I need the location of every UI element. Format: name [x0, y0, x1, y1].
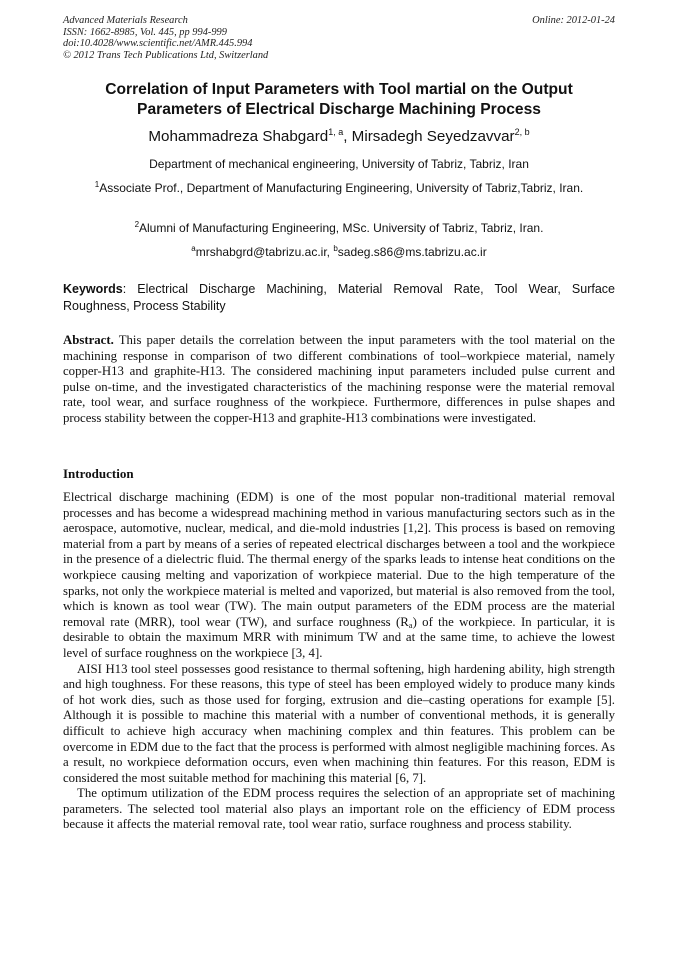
intro-p1-part-a: Electrical discharge machining (EDM) is one of the most popular non-traditional material removal processes and has become a widespread machining method in various manufacturing sectors such as in the aerospace, automotive, nuclear, medical, and die-mold industries [1,2]. This process is based on removing material from a part by means of a series of repeated electrical discharges between a tool and the workpiece in the presence of a dielectric fluid. The thermal energy of the sparks leads to intense heat conditions on the workpiece causing melting and vaporization of workpiece material. Due to the high temperature of the sparks, not only the workpiece material is melted and vaporized, but material is also removed from the tool, which is known as tool wear (TW). The main output parameters of the EDM process are the material removal rate (MRR), tool wear (TW), and surface roughness (R: [63, 490, 615, 629]
running-header: [63, 15, 615, 61]
copyright-line: © 2012 Trans Tech Publications Ltd, Switzerland: [63, 49, 269, 61]
abstract-label: Abstract.: [63, 333, 114, 347]
email-a-mark: a: [191, 244, 196, 253]
affiliation-department: Department of mechanical engineering, University of Tabriz, Tabriz, Iran: [149, 157, 529, 171]
intro-paragraph-2: AISI H13 tool steel possesses good resistance to thermal softening, high hardening ability, high strength and high toughness. For these reasons, this type of steel has been employed widely to produce many kinds of hot work dies, such as those used for forging, extrusion and die–casting operations for example [5]. Although it is possible to machine this material with a number of conventional methods, it is generally difficult to achieve high accuracy when machining complex and thin features. This problem can be overcome in EDM due to the fact that the process is performed with almost negligible machining forces. As a result, no workpiece deformation occurs, even when machining thin features. For this reason, EDM is considered the most suitable method for machining this material [6, 7].: [63, 661, 615, 785]
intro-p1-part-b: ) of the workpiece. In particular, it is desirable to obtain the maximum MRR with minimum TW and at the same time, to achieve the lowest level of surface roughness on the workpiece [3, 4].: [63, 614, 615, 660]
author-separator: ,: [343, 128, 352, 145]
intro-paragraph-1: [63, 490, 615, 662]
keywords-label: Keywords: [63, 282, 123, 296]
affiliation-1-mark: 1: [94, 180, 100, 189]
email-b[interactable]: sadeg.s86@ms.tabrizu.ac.ir: [337, 245, 487, 259]
title-line-2: Parameters of Electrical Discharge Machining Process: [137, 101, 541, 118]
affiliation-1: [93, 180, 585, 196]
author-1-affil-mark: 1, a: [328, 127, 344, 137]
author-list: [63, 127, 615, 147]
email-a[interactable]: mrshabgrd@tabrizu.ac.ir,: [195, 245, 334, 259]
affiliation-2-text: Alumni of Manufacturing Engineering, MSc. University of Tabriz, Tabriz, Iran.: [139, 221, 544, 235]
paper-title: [63, 80, 615, 120]
doi-line: doi:10.4028/www.scientific.net/AMR.445.994: [63, 38, 253, 49]
abstract-text: This paper details the correlation between the input parameters with the tool material on the machining response in comparison of two different combinations of tool–workpiece material, namely copper-H13 and graphite-H13. The considered machining input parameters included pulse current and pulse on-time, and the investigated characteristics of the machining response were the material removal rate, tool wear, and surface roughness of the workpiece. Furthermore, differences in pulse shapes and process stability between the copper-H13 and graphite-H13 combinations were investigated.: [63, 333, 615, 425]
abstract: [63, 333, 615, 427]
online-date: Online: 2012-01-24: [532, 15, 615, 26]
intro-paragraph-3: The optimum utilization of the EDM process requires the selection of an appropriate set of machining parameters. The selected tool material also plays an important role on the efficiency of EDM process because it affects the material removal rate, tool wear ratio, surface roughness and process stability.: [63, 786, 615, 832]
keywords-text: : Electrical Discharge Machining, Material Removal Rate, Tool Wear, Surface Roughness, Process Stability: [63, 282, 615, 313]
introduction-heading: Introduction: [63, 466, 134, 481]
title-line-1: Correlation of Input Parameters with Tool martial on the Output: [105, 81, 573, 98]
affiliation-2: [63, 220, 615, 236]
introduction-body: [63, 490, 615, 833]
journal-name: Advanced Materials Research: [63, 15, 188, 26]
keywords: [63, 281, 615, 315]
author-1: Mohammadreza Shabgard: [148, 128, 329, 145]
author-2-affil-mark: 2, b: [514, 127, 530, 137]
issn-line: ISSN: 1662-8985, Vol. 445, pp 994-999: [63, 26, 227, 38]
author-2: Mirsadegh Seyedzavvar: [351, 128, 515, 145]
roughness-subscript: a: [408, 619, 413, 630]
email-b-mark: b: [333, 244, 338, 253]
affiliation-1-text: Associate Prof., Department of Manufacturing Engineering, University of Tabriz,Tabriz, Iran.: [99, 181, 584, 195]
affiliation-2-mark: 2: [134, 220, 140, 229]
author-emails: [63, 244, 615, 260]
